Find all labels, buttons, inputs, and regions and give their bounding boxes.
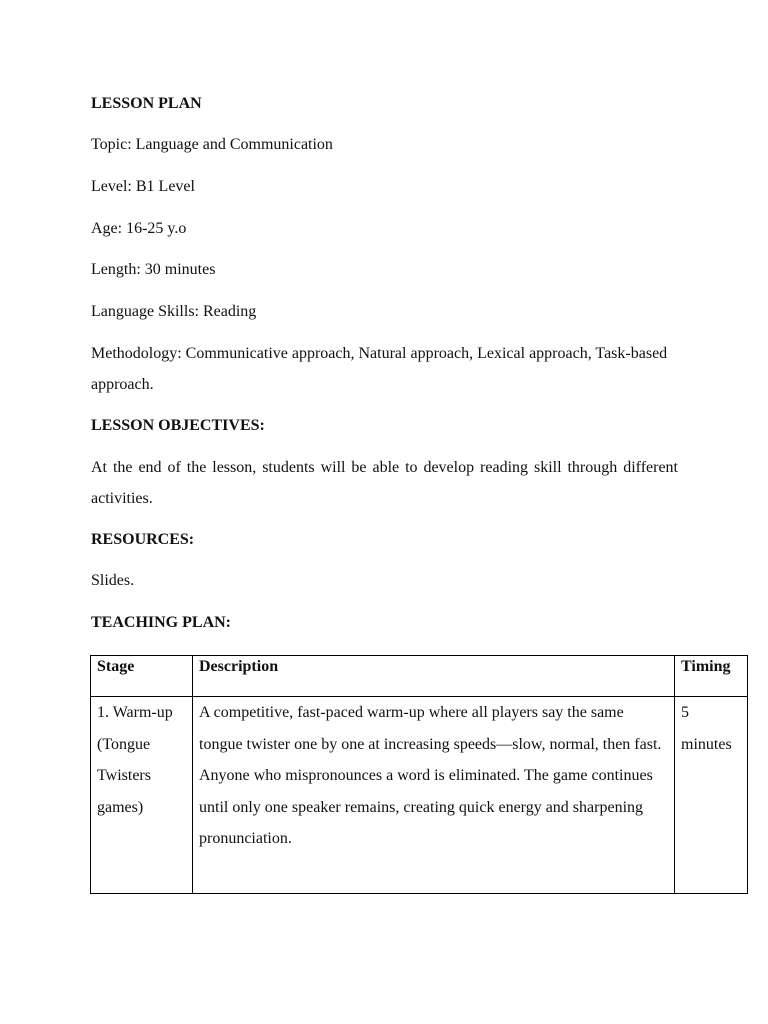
objectives-heading: LESSON OBJECTIVES:	[91, 417, 265, 434]
table-header-description: Description	[193, 656, 675, 697]
document-title: LESSON PLAN	[91, 95, 202, 112]
table-header-row	[91, 656, 748, 697]
age-line: Age: 16-25 y.o	[91, 220, 187, 237]
timing-cell: 5 minutes	[675, 697, 748, 894]
teaching-plan-table	[90, 655, 748, 894]
description-cell: A competitive, fast-paced warm-up where all players say the same tongue twister one by one at increasing speeds—slow, normal, then fast. Anyone who mispronounces a word is eliminated. The game continues until only one speaker remains, creating quick energy and sharpening pronunciation.	[193, 697, 675, 894]
skills-line: Language Skills: Reading	[91, 303, 257, 320]
objectives-paragraph: At the end of the lesson, students will be able to develop reading skill through different activities.	[91, 459, 678, 507]
table-header-timing: Timing	[675, 656, 748, 697]
methodology-paragraph: Methodology: Communicative approach, Natural approach, Lexical approach, Task-based approach.	[91, 345, 668, 393]
resources-text: Slides.	[91, 572, 135, 589]
length-line: Length: 30 minutes	[91, 261, 216, 278]
teaching-plan-heading: TEACHING PLAN:	[91, 614, 232, 631]
table-header-stage: Stage	[91, 656, 193, 697]
stage-cell: 1. Warm-up (Tongue Twisters games)	[91, 697, 193, 894]
table-row	[91, 697, 748, 894]
topic-line: Topic: Language and Communication	[91, 136, 333, 153]
resources-heading: RESOURCES:	[91, 531, 195, 548]
level-line: Level: B1 Level	[91, 178, 195, 195]
